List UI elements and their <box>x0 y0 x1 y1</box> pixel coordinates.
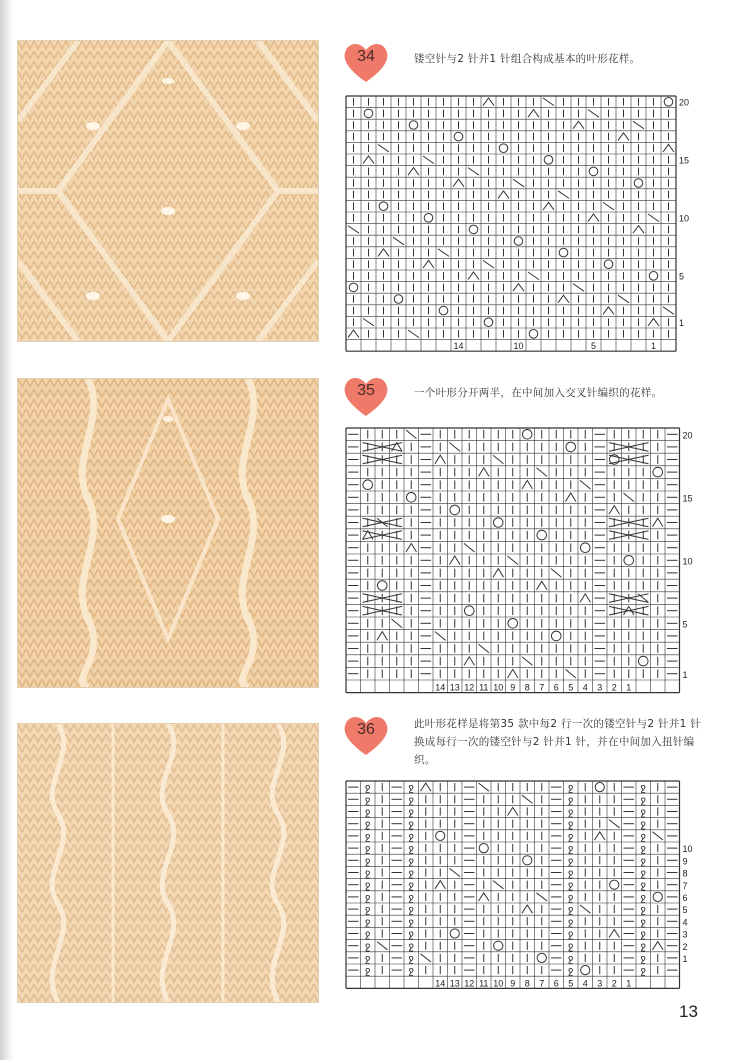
svg-text:ջ: ջ <box>567 917 574 929</box>
stitch-chart-36 <box>342 779 697 993</box>
svg-text:ջ: ջ <box>364 795 371 807</box>
svg-text:ջ: ջ <box>640 856 647 868</box>
page-binding-shadow <box>0 0 14 1060</box>
svg-text:ջ: ջ <box>640 868 647 880</box>
svg-text:ջ: ջ <box>640 953 647 965</box>
svg-text:ջ: ջ <box>567 819 574 831</box>
svg-text:ջ: ջ <box>364 819 371 831</box>
stitch-label: 4 <box>582 978 588 989</box>
stitch-label: 14 <box>453 341 464 352</box>
row-label: 2 <box>682 941 688 952</box>
swatch-photo-35 <box>17 378 319 688</box>
svg-text:ջ: ջ <box>364 831 371 843</box>
svg-text:ջ: ջ <box>640 819 647 831</box>
svg-text:ջ: ջ <box>640 929 647 941</box>
stitch-label: 2 <box>611 682 617 693</box>
row-label: 1 <box>679 318 685 328</box>
row-label: 15 <box>682 493 693 504</box>
row-label: 10 <box>679 213 690 224</box>
pattern-description: 此叶形花样是将第35 款中每2 行一次的镂空针与2 针并1 针换成每行一次的镂空针与2 针并1 针，并在中间加入扭针编织。 <box>414 718 702 766</box>
row-label: 20 <box>679 97 690 108</box>
swatch-photo-36 <box>17 723 319 1003</box>
pattern-number: 34 <box>357 48 375 65</box>
row-label: 6 <box>682 893 688 903</box>
svg-text:ջ: ջ <box>408 831 415 843</box>
pattern-number: 35 <box>357 382 375 399</box>
stitch-label: 6 <box>553 682 559 693</box>
svg-text:ջ: ջ <box>640 844 647 856</box>
row-label: 1 <box>682 670 688 680</box>
stitch-label: 13 <box>449 978 460 989</box>
pattern-description: 镂空针与2 针并1 针组合构成基本的叶形花样。 <box>414 53 641 65</box>
svg-text:ջ: ջ <box>567 892 574 904</box>
svg-text:ջ: ջ <box>408 795 415 807</box>
svg-text:ջ: ջ <box>567 953 574 965</box>
svg-text:ջ: ջ <box>567 856 574 868</box>
stitch-label: 1 <box>650 341 657 352</box>
svg-text:ջ: ջ <box>364 783 371 795</box>
svg-text:ջ: ջ <box>408 953 415 965</box>
stitch-label: 5 <box>568 978 574 989</box>
stitch-label: 5 <box>590 341 597 352</box>
svg-text:ջ: ջ <box>408 856 415 868</box>
svg-text:ջ: ջ <box>567 966 574 978</box>
stitch-label: 3 <box>597 682 603 693</box>
page-number: 13 <box>679 1002 698 1021</box>
stitch-label: 1 <box>626 978 632 989</box>
row-label: 1 <box>682 954 688 964</box>
row-label: 4 <box>682 917 688 928</box>
stitch-label: 7 <box>539 978 545 989</box>
svg-text:ջ: ջ <box>567 783 574 795</box>
pattern-description: 一个叶形分开两半，在中间加入交叉针编织的花样。 <box>414 387 663 399</box>
svg-text:ջ: ջ <box>567 831 574 843</box>
svg-text:ջ: ջ <box>567 880 574 892</box>
svg-text:ջ: ջ <box>640 783 647 795</box>
stitch-label: 12 <box>464 978 475 989</box>
svg-text:ջ: ջ <box>364 905 371 917</box>
stitch-label: 2 <box>611 978 617 989</box>
svg-text:ջ: ջ <box>408 807 415 819</box>
stitch-label: 7 <box>539 682 545 693</box>
stitch-label: 11 <box>479 978 489 989</box>
stitch-label: 14 <box>435 978 446 989</box>
svg-text:ջ: ջ <box>567 905 574 917</box>
svg-text:ջ: ջ <box>640 966 647 978</box>
svg-text:ջ: ջ <box>408 892 415 904</box>
svg-text:ջ: ջ <box>640 892 647 904</box>
swatch-photo-34 <box>17 40 319 342</box>
row-label: 9 <box>682 856 688 867</box>
svg-text:ջ: ջ <box>364 929 371 941</box>
svg-text:ջ: ջ <box>640 905 647 917</box>
svg-text:ջ: ջ <box>640 795 647 807</box>
svg-text:ջ: ջ <box>408 966 415 978</box>
stitch-label: 1 <box>626 682 632 693</box>
pattern-number: 36 <box>357 721 375 738</box>
stitch-label: 9 <box>510 978 516 989</box>
stitch-label: 8 <box>524 978 530 989</box>
svg-text:ջ: ջ <box>408 844 415 856</box>
row-label: 3 <box>682 929 688 940</box>
svg-text:ջ: ջ <box>567 941 574 953</box>
row-label: 8 <box>682 868 688 879</box>
stitch-label: 13 <box>449 682 460 693</box>
svg-text:ջ: ջ <box>364 856 371 868</box>
svg-text:ջ: ջ <box>567 929 574 941</box>
stitch-label: 11 <box>479 682 489 693</box>
svg-text:ջ: ջ <box>364 941 371 953</box>
stitch-label: 4 <box>582 682 588 693</box>
stitch-label: 5 <box>568 682 574 693</box>
svg-text:ջ: ջ <box>408 783 415 795</box>
stitch-label: 3 <box>597 978 603 989</box>
svg-text:ջ: ջ <box>567 844 574 856</box>
svg-text:ջ: ջ <box>408 941 415 953</box>
row-label: 5 <box>682 619 688 630</box>
heart-badge-35 <box>342 374 390 418</box>
pattern-36 <box>342 713 702 1003</box>
svg-text:ջ: ջ <box>364 868 371 880</box>
svg-text:ջ: ջ <box>640 880 647 892</box>
svg-text:ջ: ջ <box>408 917 415 929</box>
stitch-label: 6 <box>553 978 559 989</box>
pattern-35 <box>342 374 697 704</box>
svg-text:ջ: ջ <box>364 966 371 978</box>
svg-text:ջ: ջ <box>364 844 371 856</box>
svg-text:ջ: ջ <box>567 807 574 819</box>
row-label: 15 <box>679 155 690 166</box>
stitch-chart-35 <box>342 426 697 702</box>
svg-text:ջ: ջ <box>364 892 371 904</box>
stitch-label: 8 <box>524 682 530 693</box>
svg-text:ջ: ջ <box>408 929 415 941</box>
stitch-label: 10 <box>493 978 504 989</box>
stitch-label: 10 <box>493 682 504 693</box>
pattern-34 <box>342 40 697 360</box>
svg-text:ջ: ջ <box>364 880 371 892</box>
stitch-label: 12 <box>464 682 475 693</box>
row-label: 5 <box>682 905 688 916</box>
row-label: 10 <box>682 556 693 567</box>
svg-text:ջ: ջ <box>640 917 647 929</box>
svg-text:ջ: ջ <box>408 868 415 880</box>
heart-badge-34 <box>342 40 390 84</box>
heart-badge-36 <box>342 713 390 757</box>
row-label: 7 <box>682 880 688 891</box>
svg-text:ջ: ջ <box>408 880 415 892</box>
svg-text:ջ: ջ <box>364 807 371 819</box>
svg-text:ջ: ջ <box>408 819 415 831</box>
row-label: 10 <box>682 844 693 855</box>
row-label: 20 <box>682 430 693 441</box>
svg-text:ջ: ջ <box>640 941 647 953</box>
svg-text:ջ: ջ <box>364 953 371 965</box>
svg-text:ջ: ջ <box>567 795 574 807</box>
stitch-label: 9 <box>510 682 516 693</box>
stitch-label: 14 <box>435 682 446 693</box>
svg-text:ջ: ջ <box>567 868 574 880</box>
stitch-chart-34 <box>342 94 697 354</box>
stitch-label: 10 <box>513 341 524 352</box>
svg-text:ջ: ջ <box>364 917 371 929</box>
svg-text:ջ: ջ <box>408 905 415 917</box>
row-label: 5 <box>679 271 685 282</box>
svg-text:ջ: ջ <box>640 831 647 843</box>
svg-text:ջ: ջ <box>640 807 647 819</box>
